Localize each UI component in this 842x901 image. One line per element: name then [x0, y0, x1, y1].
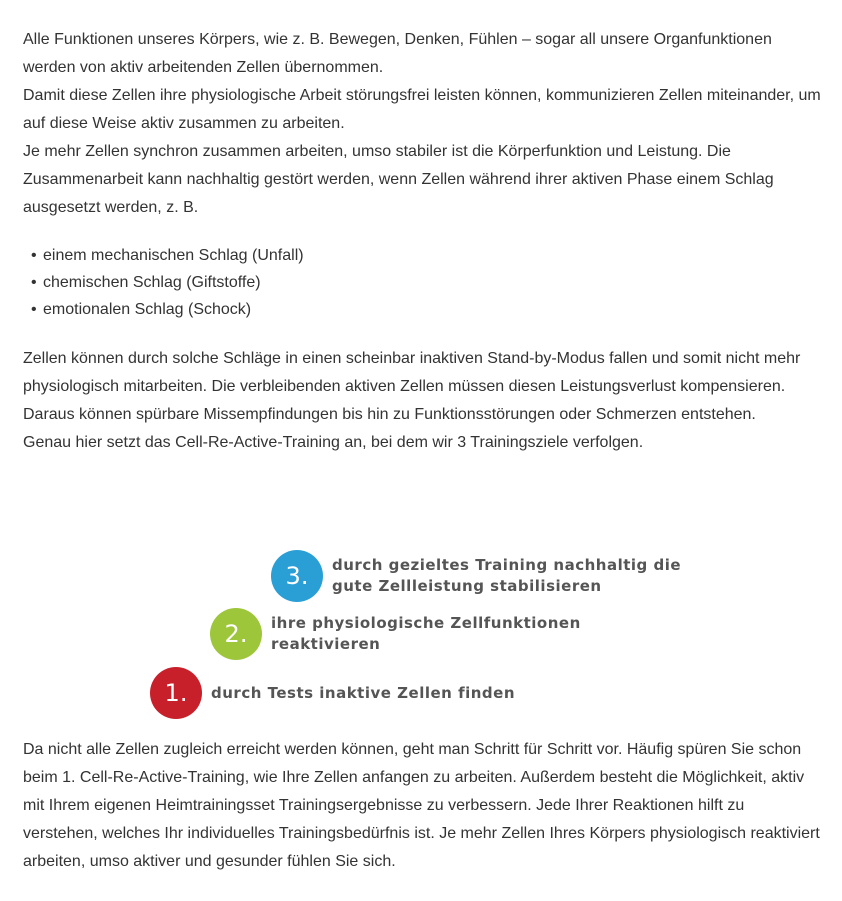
article-content	[23, 26, 823, 457]
step-number: 3.	[285, 562, 309, 590]
goal-step-1	[150, 667, 515, 719]
goal-step-3	[271, 550, 681, 602]
goal-step-3-text	[332, 555, 681, 597]
training-goals-graphic	[0, 540, 842, 730]
goal-text-line: ihre physiologische Zellfunktionen	[271, 614, 581, 632]
list-item-text: einem mechanischen Schlag (Unfall)	[43, 247, 304, 264]
outro-paragraph: Da nicht alle Zellen zugleich erreicht werden können, geht man Schritt für Schritt vor. Häufig spüren Sie schon beim 1. Cell-Re-Active-Training, wie Ihre Zellen anfangen zu arbeiten. Außerdem besteht die Möglichkeit, aktiv mit Ihrem eigenen Heimtrainingsset Trainingsergebnisse zu verbessern. Jede Ihrer Reaktionen hilft zu verstehen, welches Ihr individuelles Trainingsbedürfnis ist. Je mehr Zellen Ihres Körpers physiologisch reaktiviert arbeiten, umso aktiver und gesunder fühlen Sie sich.	[23, 741, 820, 870]
goal-step-1-text	[211, 683, 515, 704]
list-item	[31, 242, 823, 269]
goal-text-line: durch Tests inaktive Zellen finden	[211, 683, 516, 702]
step-1-circle	[150, 667, 202, 719]
goal-step-2-text	[271, 613, 581, 655]
intro-paragraph-3: Je mehr Zellen synchron zusammen arbeiten, umso stabiler ist die Körperfunktion und Leistung. Die Zusammenarbeit kann nachhaltig gestört werden, wenn Zellen während ihrer aktiven Phase einem Schlag ausgesetzt werden, z. B.	[23, 143, 774, 216]
intro-paragraph-1: Alle Funktionen unseres Körpers, wie z. B. Bewegen, Denken, Fühlen – sogar all unsere Organfunktionen werden von aktiv arbeitenden Zellen übernommen.	[23, 31, 772, 76]
goal-text-line: reaktivieren	[271, 635, 381, 653]
goal-text-line: gute Zellleistung stabilisieren	[332, 577, 602, 595]
intro-paragraph-2: Damit diese Zellen ihre physiologische Arbeit störungsfrei leisten können, kommunizieren Zellen miteinander, um auf diese Weise aktiv zusammen zu arbeiten.	[23, 87, 821, 132]
step-2-circle	[210, 608, 262, 660]
bullet-icon: •	[31, 301, 37, 318]
bullet-icon: •	[31, 247, 37, 264]
step-number: 1.	[164, 679, 188, 707]
goal-step-2	[210, 608, 581, 660]
bullet-icon: •	[31, 274, 37, 291]
step-3-circle	[271, 550, 323, 602]
goal-text-line: durch gezieltes Training nachhaltig die	[332, 556, 682, 574]
middle-paragraph-1: Zellen können durch solche Schläge in einen scheinbar inaktiven Stand-by-Modus fallen und somit nicht mehr physiologisch mitarbeiten. Die verbleibenden aktiven Zellen müssen diesen Leistungsverlust kompensieren. Daraus können spürbare Missempfindungen bis hin zu Funktionsstörungen oder Schmerzen entstehen.	[23, 350, 801, 423]
outro-section	[23, 736, 823, 876]
intro-section	[23, 26, 823, 222]
list-item-text: emotionalen Schlag (Schock)	[43, 301, 252, 318]
middle-section	[23, 345, 823, 457]
list-item	[31, 296, 823, 323]
impact-list	[23, 242, 823, 323]
list-item-text: chemischen Schlag (Giftstoffe)	[43, 274, 261, 291]
step-number: 2.	[224, 620, 248, 648]
middle-paragraph-2: Genau hier setzt das Cell-Re-Active-Training an, bei dem wir 3 Trainingsziele verfolgen.	[23, 434, 644, 451]
list-item	[31, 269, 823, 296]
